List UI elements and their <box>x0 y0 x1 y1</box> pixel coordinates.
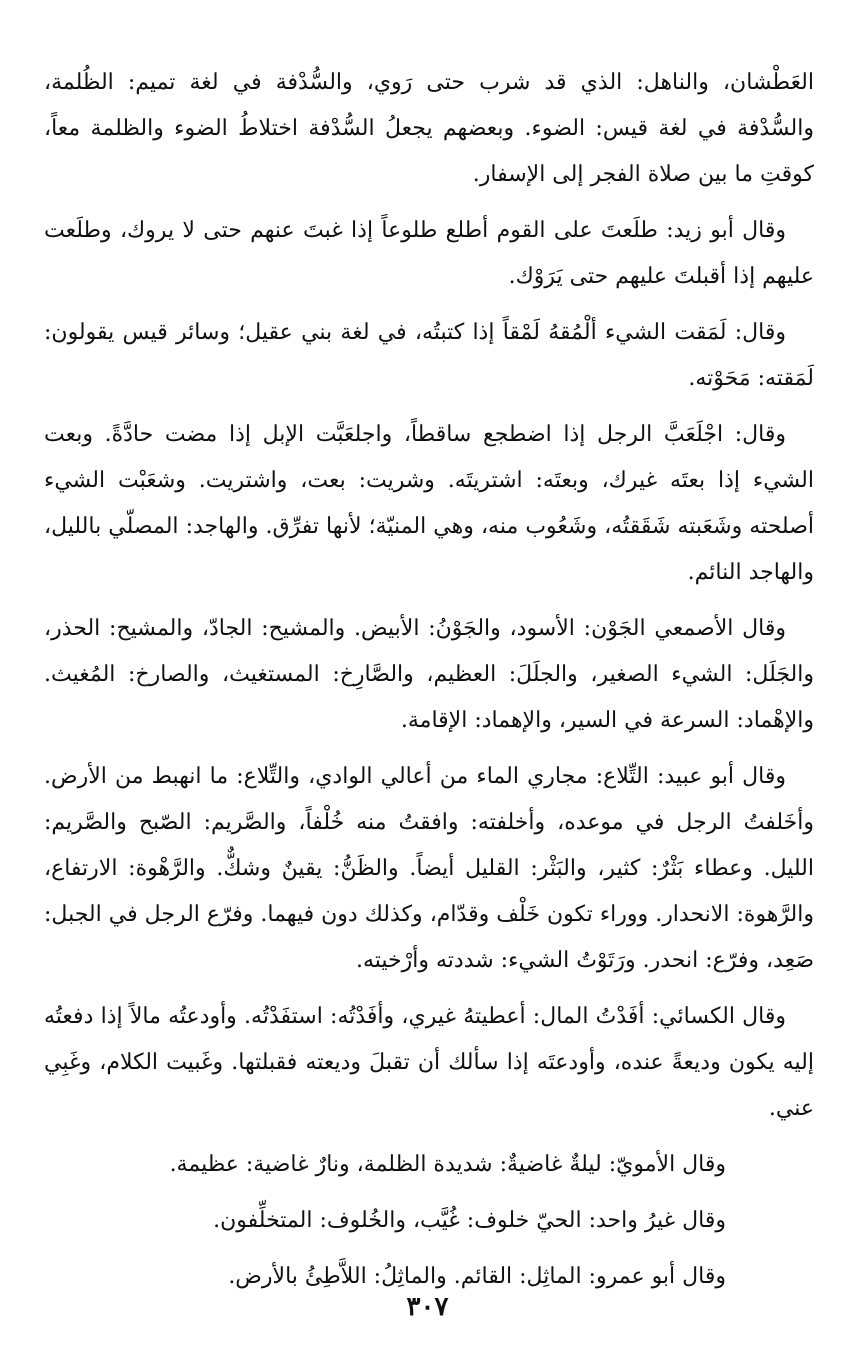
paragraph-5: وقال الأصمعي الجَوْن: الأسود، والجَوْنُ: الأبيض. والمشيح: الجادّ، والمشيح: الحذر، والجَلَل: الشيء الصغير، والجلَلَ: العظيم، والصَّارِخ: المستغيث، والصارخ: المُغيث. والإهْماد: السرعة في السير، والإهماد: الإقامة. <box>44 616 814 733</box>
page-body <box>44 60 814 1310</box>
paragraph-1: العَطْشان، والناهل: الذي قد شرب حتى رَوي، والسُّدْفة في لغة تميم: الظُلمة، والسُّدْفة في لغة قيس: الضوء. وبعضهم يجعلُ السُّدْفة اختلاطُ الضوء والظلمة معاً، كوقتِ ما بين صلاة الفجر إلى الإسفار. <box>44 70 814 187</box>
paragraph-4: وقال: اجْلَعَبَّ الرجل إذا اضطجع ساقطاً، واجلعَبَّت الإبل إذا مضت حادَّةً. وبعت الشيء إذا بعتَه غيرك، وبعتَه: اشتريتَه. وشريت: بعت، واشتريت. وشعَبْت الشيء أصلحته وشَعَبته شَقَقتُه، وشَعُوب منه، وهي المنيّة؛ لأنها تفرِّق. والهاجد: المصلّي بالليل، والهاجد النائم. <box>44 422 814 585</box>
paragraph-2: وقال أبو زيد: طلَعتَ على القوم أطلع طلوعاً إذا غبتَ عنهم حتى لا يروك، وطلَعت عليهم إذا أقبلتَ عليهم حتى يَرَوْك. <box>44 218 814 289</box>
paragraph-9: وقال غيرُ واحد: الحيّ خلوف: غُيَّب، والخُلوف: المتخلِّفون. <box>213 1208 726 1233</box>
paragraph-3: وقال: لَمَقت الشيء ألْمُقهُ لَمْقاً إذا كتبتُه، في لغة بني عقيل؛ وسائر قيس يقولون: لَمَقته: مَحَوْته. <box>44 320 814 391</box>
paragraph-6: وقال أبو عبيد: التِّلاع: مجاري الماء من أعالي الوادي، والتِّلاع: ما انهبط من الأرض. وأخَلفتُ الرجل في موعده، وأخلفته: وافقتُ منه خُلْفاً، والصَّريم: الصّبح والصَّريم: الليل. وعطاء بَثْرٌ: كثير، والبَثْر: القليل أيضاً. والظَنُّ: يقينٌ وشكٌّ. والرَّهْوة: الارتفاع، والرَّهوة: الانحدار. ووراء تكون خَلْف وقدّام، وكذلك دون فيهما. وفرّع الرجل في الجبل: صَعِد، وفرّع: انحدر. ورَتَوْتُ الشيء: شددته وأرْخيته. <box>44 764 814 973</box>
paragraph-8: وقال الأمويّ: ليلةٌ غاضيةٌ: شديدة الظلمة، ونارٌ غاضية: عظيمة. <box>169 1152 726 1177</box>
page-number: ٣٠٧ <box>406 1292 449 1322</box>
paragraph-10: وقال أبو عمرو: الماثِل: القائم. والماثِلُ: اللاَّطِئُ بالأرض. <box>228 1264 726 1289</box>
paragraph-7: وقال الكسائي: أفَدْتُ المال: أعطيتهُ غيري، وأفَدْتُه: استفَدْتُه. وأودعتُه مالاً إذا دفعتُه إليه يكون وديعةً عنده، وأودعتَه إذا سألك أن تقبلَ وديعته فقبلتها. وغَبيت الكلام، وغَبِي عني. <box>44 1004 814 1121</box>
